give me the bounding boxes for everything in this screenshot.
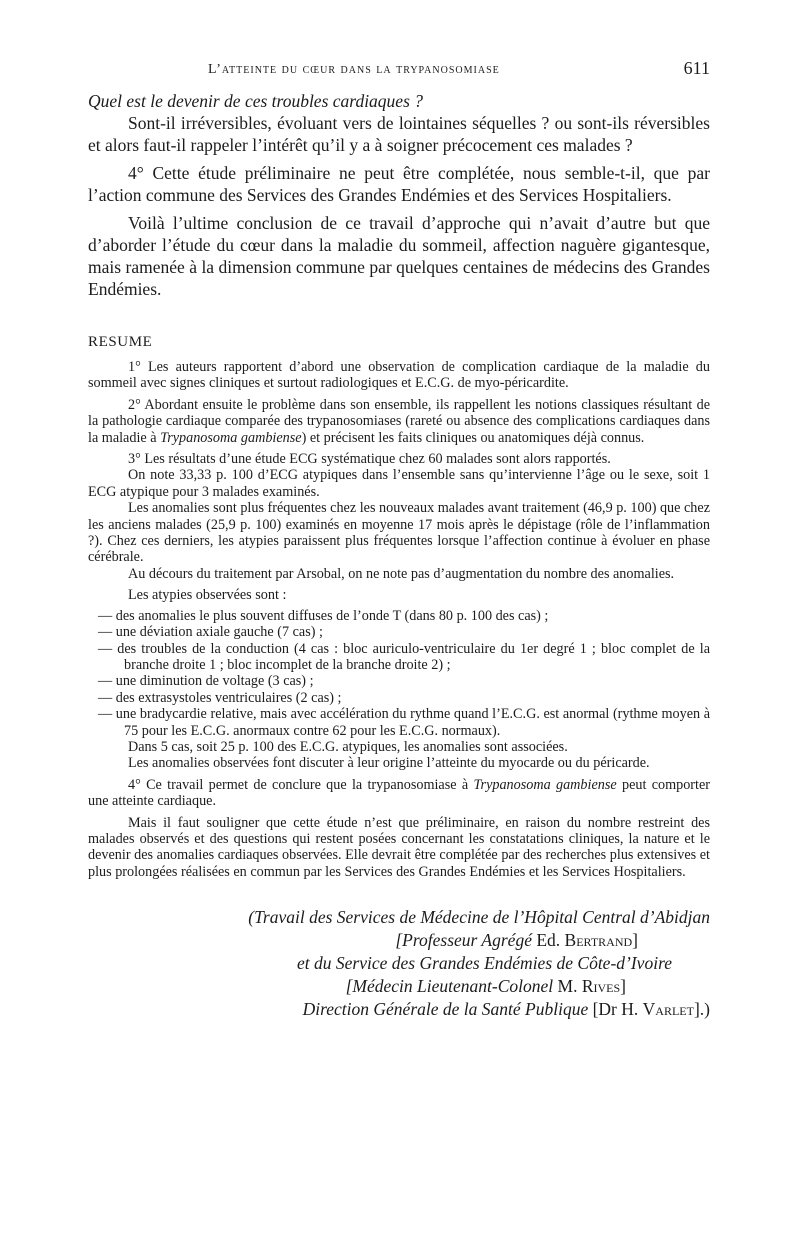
resume-paragraph [88,397,710,446]
text-run: [Médecin Lieutenant-Colonel [345,976,554,997]
section-question: Quel est le devenir de ces troubles cardiaques ? [88,91,424,111]
text-run: 4° Ce travail permet de conclure que la trypanosomiase à [128,776,474,793]
text-run: ] [632,930,638,951]
resume-paragraph: Les anomalies sont plus fréquentes chez les nouveaux malades avant traitement (46,9 p. 100) que chez les anciens malades (25,9 p. 100) examinés en moyenne 17 mois après le dépistage (rôle de l’inflammation ?). Chez ces derniers, les atypies paraissent plus fréquentes lorsque l’affection continue à évoluer en phase cérébrale. [88,500,710,566]
resume-paragraph: 3° Les résultats d’une étude ECG systématique chez 60 malades sont alors rapportés. [128,451,611,468]
text-run: 2° Abordant ensuite le problème dans son ensemble, ils rappellent les notions classiques résultant de la pathologie cardiaque comparée des trypanosomiases (rareté ou absence des complications cardiaques dans la maladie à [88,396,710,446]
atypies-list [88,608,710,739]
credit-line [88,929,710,952]
text-run: peut comporter une atteinte cardiaque. [88,776,710,810]
text-run: ) et précisent les faits cliniques ou anatomiques déjà connus. [301,429,645,446]
credit-line [88,952,710,975]
list-item: — une diminution de voltage (3 cas) ; [98,673,314,690]
text-run: Ed. [531,930,565,951]
list-intro: Les atypies observées sont : [128,587,287,604]
list-item: — des anomalies le plus souvent diffuses de l’onde T (dans 80 p. 100 des cas) ; [98,607,549,624]
resume-body [88,359,710,880]
resume-paragraph [88,777,710,810]
resume-paragraph: Mais il faut souligner que cette étude n’est que préliminaire, en raison du nombre restreint des malades observés et des questions qui restent posées concernant les constatations cliniques, la nature et le devenir des anomalies cardiaques observées. Elle devrait être complétée par des recherches plus extensives et plus prolongées réalisées en commun par les Services des Grandes Endémies et les Services Hospitaliers. [88,814,710,880]
page-number: 611 [683,58,710,78]
resume-paragraph: Les anomalies observées font discuter à leur origine l’atteinte du myocarde ou du péricarde. [128,755,650,772]
list-item: — une déviation axiale gauche (7 cas) ; [98,624,323,641]
resume-paragraph: Dans 5 cas, soit 25 p. 100 des E.C.G. atypiques, les anomalies sont associées. [128,738,568,755]
text-run: ].) [693,999,710,1020]
text-run: [Professeur Agrégé [395,930,532,951]
running-title: L’atteinte du cœur dans la trypanosomiase [208,62,500,77]
intro-paragraph: Voilà l’ultime conclusion de ce travail d’approche qui n’avait d’autre but que d’aborder l’étude du cœur dans la maladie du sommeil, affection naguère gigantesque, mais ramenée à la dimension commune par quelques centaines de médecins des Grandes Endémies. [88,213,710,299]
intro-paragraph: Sont-il irréversibles, évoluant vers de lointaines séquelles ? ou sont-ils réversibles et alors faut-il rappeler l’intérêt qu’il y a à soigner précocement ces malades ? [88,113,710,155]
author-name: Rives [581,976,621,997]
author-name: Varlet [642,999,694,1020]
affiliation-credits [88,906,710,1021]
credit-line [88,906,710,929]
text-run: [Dr H. [588,999,643,1020]
running-head [88,56,710,84]
text-run: et du Service des Grandes Endémies de Côte-d’Ivoire [297,953,672,974]
list-item: — une bradycardie relative, mais avec accélération du rythme quand l’E.C.G. est anormal (rythme moyen à 75 pour les E.C.G. anormaux contre 62 pour les E.C.G. normaux). [98,706,710,739]
species-name: Trypanosoma gambiense [160,429,302,446]
journal-page [88,56,710,1021]
text-run: ] [620,976,626,997]
resume-paragraph: 1° Les auteurs rapportent d’abord une observation de complication cardiaque de la maladie du sommeil avec signes cliniques et surtout radiologiques et E.C.G. de myo-péricardite. [88,359,710,392]
text-run: (Travail des Services de Médecine de l’Hôpital Central d’Abidjan [248,907,710,928]
credit-line [88,975,710,998]
credit-line [88,998,710,1021]
resume-heading: RESUME [88,334,153,350]
author-name: Bertrand [564,930,633,951]
species-name: Trypanosoma gambiense [473,776,617,793]
resume-paragraph: Au décours du traitement par Arsobal, on ne note pas d’augmentation du nombre des anomalies. [128,565,675,582]
text-run: M. [553,976,582,997]
list-item: — des troubles de la conduction (4 cas : bloc auriculo-ventriculaire du 1er degré 1 ; bloc complet de la branche droite 1 ; bloc incomplet de la branche droite 2) ; [98,640,710,673]
resume-paragraph: On note 33,33 p. 100 d’ECG atypiques dans l’ensemble sans qu’intervienne l’âge ou le sexe, soit 1 ECG atypique pour 3 malades examinés. [88,467,710,500]
intro-paragraph: 4° Cette étude préliminaire ne peut être complétée, nous semble-t-il, que par l’action commune des Services des Grandes Endémies et des Services Hospitaliers. [88,163,710,205]
text-run: Direction Générale de la Santé Publique [302,999,589,1020]
list-item: — des extrasystoles ventriculaires (2 cas) ; [98,689,342,706]
